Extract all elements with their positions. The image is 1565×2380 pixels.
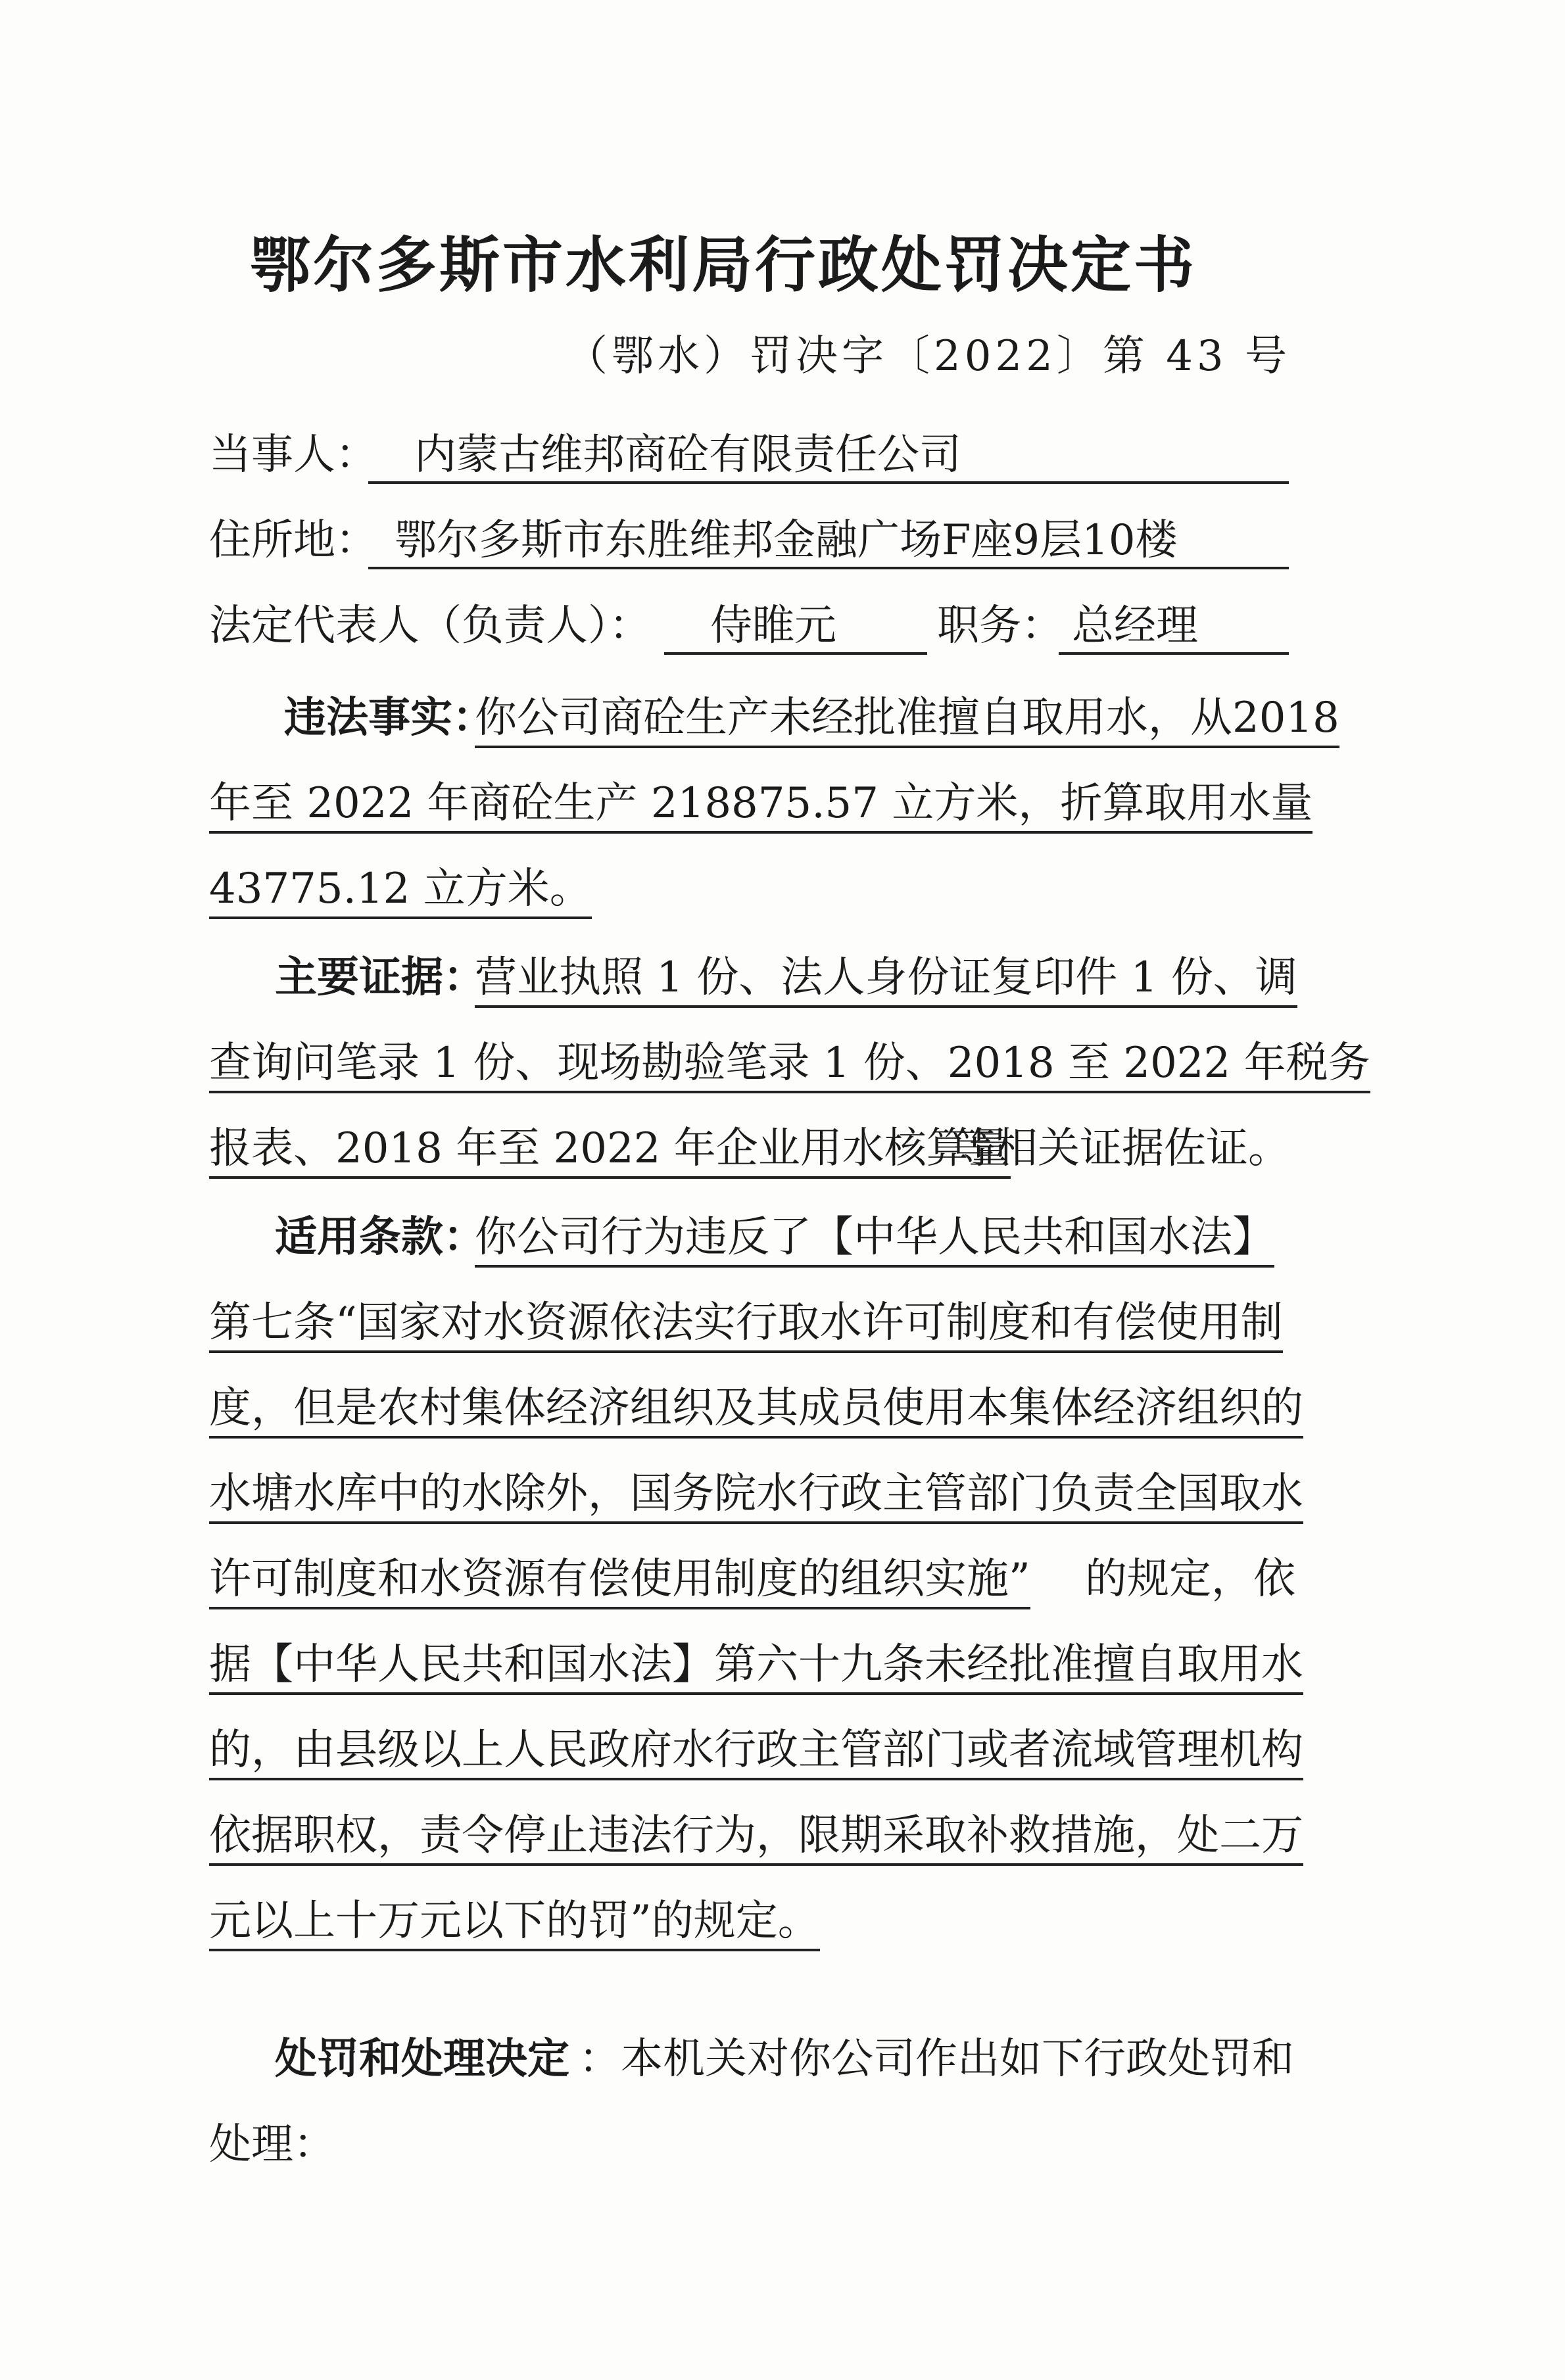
clauses-line: 第七条“国家对水资源依法实行取水许可制度和有偿使用制 xyxy=(209,1289,1283,1353)
clauses-line: 元以上十万元以下的罚”的规定。 xyxy=(209,1887,820,1951)
evidence-line: 营业执照 1 份、法人身份证复印件 1 份、调 xyxy=(475,943,1297,1008)
clauses-line: 依据职权，责令停止违法行为，限期采取补救措施，处二万 xyxy=(209,1801,1303,1866)
clauses-line: 你公司行为违反了【中华人民共和国水法】 xyxy=(475,1203,1274,1268)
position-value: 总经理 xyxy=(1059,592,1289,655)
clauses-line: 据【中华人民共和国水法】第六十九条未经批准擅自取用水 xyxy=(209,1630,1303,1695)
representative-value: 侍睢元 xyxy=(664,592,927,655)
address-value: 鄂尔多斯市东胜维邦金融广场F座9层10楼 xyxy=(368,506,1289,569)
clauses-line: 许可制度和水资源有偿使用制度的组织实施” xyxy=(209,1545,1030,1609)
decision-line: 处理： xyxy=(209,2120,335,2169)
address-label: 住所地： xyxy=(209,516,377,565)
clauses-line: 的，由县级以上人民政府水行政主管部门或者流域管理机构 xyxy=(209,1716,1303,1780)
facts-line: 43775.12 立方米。 xyxy=(209,855,592,919)
facts-line: 年至 2022 年商砼生产 218875.57 立方米，折算取用水量 xyxy=(209,769,1312,834)
evidence-line: 报表、2018 年至 2022 年企业用水核算量 xyxy=(209,1114,1011,1179)
facts-heading: 违法事实： xyxy=(284,694,494,742)
evidence-heading: 主要证据： xyxy=(275,953,485,1002)
position-label: 职务： xyxy=(937,602,1063,650)
clauses-heading: 适用条款： xyxy=(275,1213,485,1262)
evidence-tail: 等相关证据佐证。 xyxy=(953,1124,1290,1173)
facts-line: 你公司商砼生产未经批准擅自取用水，从2018 xyxy=(475,684,1339,748)
clauses-line-tail: 的规定，依 xyxy=(1085,1555,1295,1604)
party-value: 内蒙古维邦商砼有限责任公司 xyxy=(368,421,1289,484)
clauses-line: 水塘水库中的水除外，国务院水行政主管部门负责全国取水 xyxy=(209,1460,1303,1524)
representative-label: 法定代表人（负责人）： xyxy=(209,602,651,650)
decision-line: ：本机关对你公司作出如下行政处罚和 xyxy=(579,2035,1294,2083)
evidence-line: 查询问笔录 1 份、现场勘验笔录 1 份、2018 至 2022 年税务 xyxy=(209,1029,1370,1093)
clauses-line: 度，但是农村集体经济组织及其成员使用本集体经济组织的 xyxy=(209,1374,1303,1439)
party-label: 当事人： xyxy=(209,431,377,479)
decision-heading: 处罚和处理决定 xyxy=(275,2035,569,2083)
document-title: 鄂尔多斯市水利局行政处罚决定书 xyxy=(249,230,1197,300)
document-number: （鄂水）罚决字〔2022〕第 43 号 xyxy=(566,332,1291,381)
